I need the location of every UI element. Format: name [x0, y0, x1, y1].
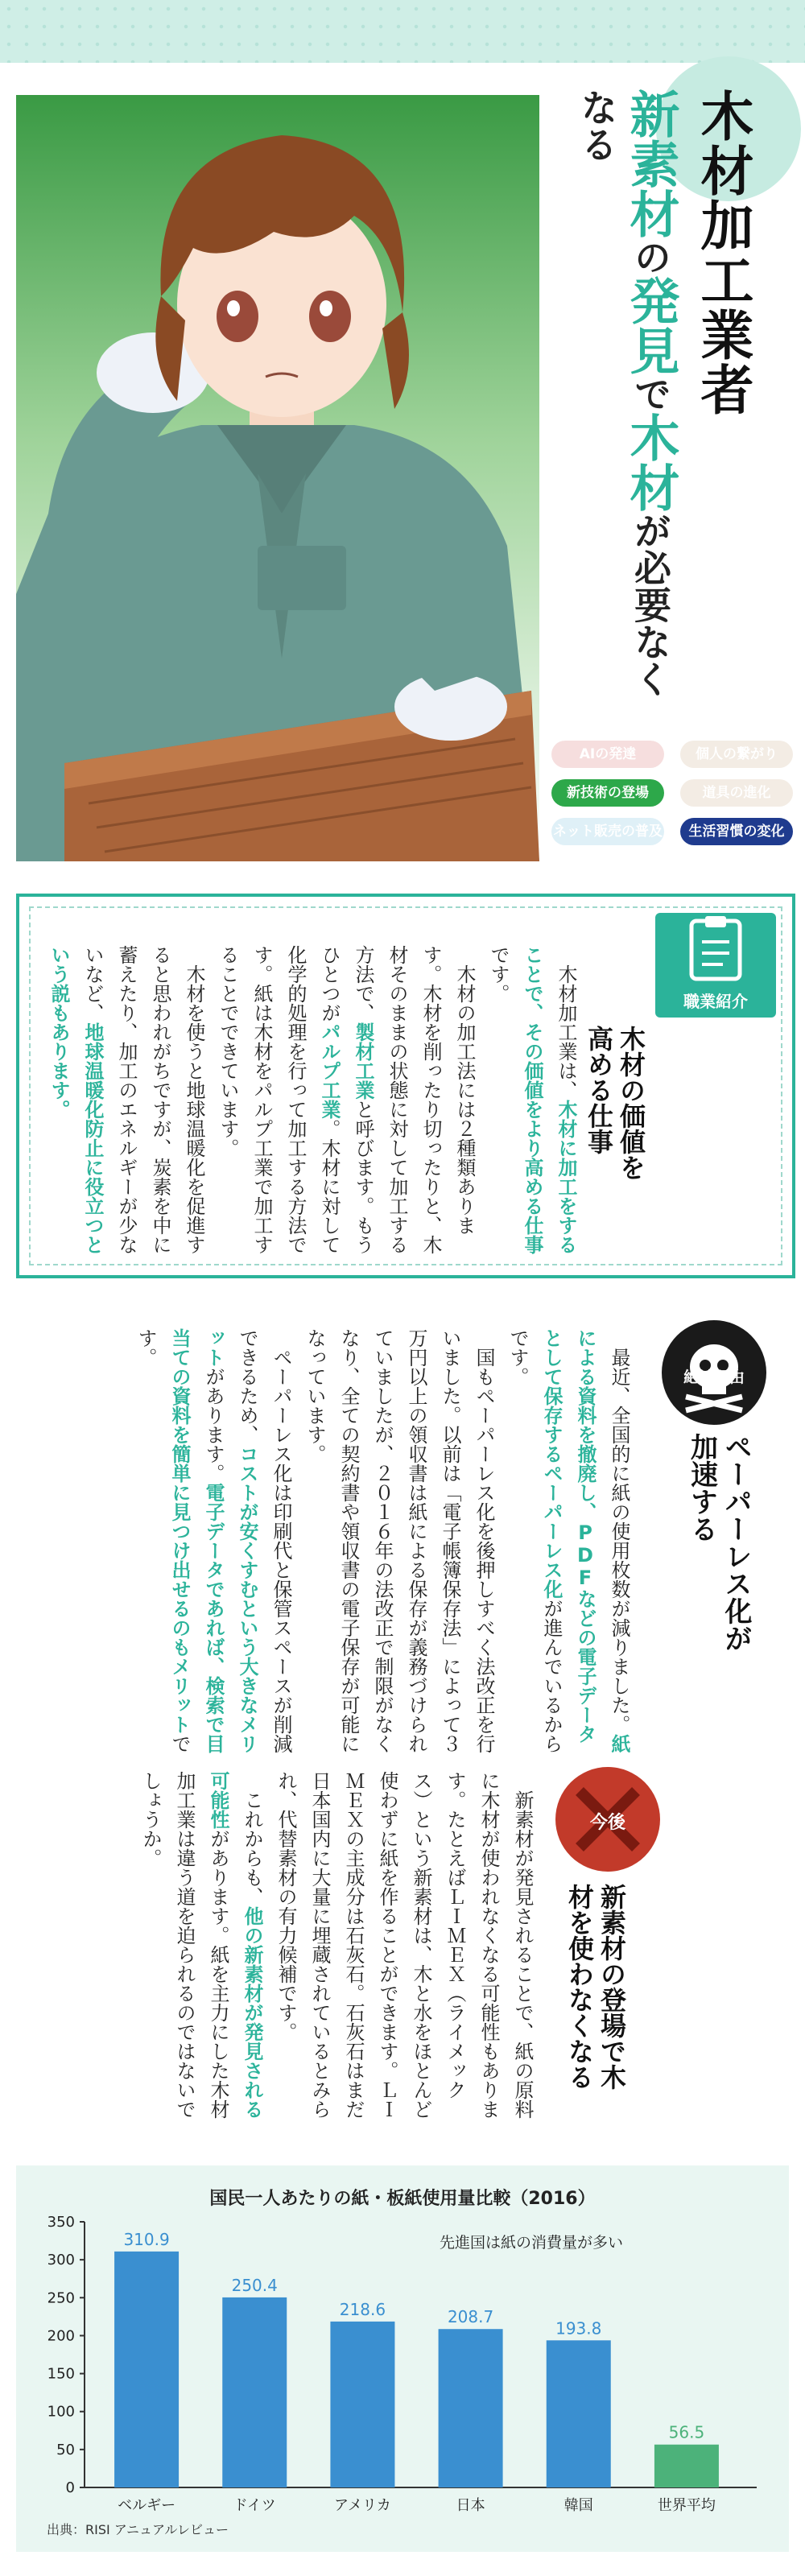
text-run: これからも、	[241, 1790, 263, 1906]
bar-value-label: 193.8	[555, 2318, 602, 2339]
x-tick-label: ベルギー	[118, 2497, 176, 2514]
category-tag: 新技術の登場	[551, 779, 664, 807]
text-run: があります。	[202, 1367, 225, 1483]
text-run: 国もペーパーレス化を後押しすべく法改正を行いました。以前は「電子帳簿保存法」によって３万円以上の領収書は紙による保存が義務づけられていましたが、２０１６年の法改正で制限がなくなり、全ての契約書や領収書の電子保存が可能になっています。	[303, 1328, 495, 1753]
category-tag: AIの発達	[551, 741, 664, 768]
page-subtitle	[573, 89, 682, 733]
category-tag: 生活習慣の変化	[680, 818, 793, 845]
text-run: コストが安くすむという大きなメリット	[202, 1328, 258, 1753]
bar	[547, 2340, 611, 2487]
worker-illustration	[16, 95, 539, 861]
bar-value-label: 250.4	[231, 2275, 278, 2295]
y-tick-label: 0	[65, 2479, 75, 2496]
x-tick-label: アメリカ	[334, 2497, 391, 2514]
paragraph	[42, 945, 211, 1259]
chart-title: 国民一人あたりの紙・板紙使用量比較（2016）	[209, 2189, 596, 2209]
y-tick-label: 250	[47, 2289, 75, 2307]
bar	[114, 2252, 179, 2487]
bar	[654, 2445, 719, 2487]
text-run: 木材の加工法には２種類あります。木材を削ったり切ったりと、木材そのままの状態に対して加工する方法で、	[352, 945, 476, 1254]
clipboard-icon	[655, 913, 776, 985]
bar-value-label: 208.7	[447, 2307, 494, 2327]
job-intro-heading: 木材の価値を 高める仕事	[584, 1026, 646, 1180]
text-run: 他の新素材が発見される可能性	[207, 1771, 263, 2119]
job-intro-box	[16, 894, 795, 1278]
worker-figure	[16, 95, 539, 861]
subtitle-part: 木材	[621, 412, 680, 512]
bar	[222, 2297, 287, 2487]
chart-plot	[16, 2198, 789, 2536]
text-run: です。	[487, 945, 510, 1003]
subtitle-part: で	[629, 375, 672, 412]
text-run: 製材工業	[352, 1022, 374, 1100]
paragraph	[269, 1771, 539, 2125]
x-tick-label: 世界平均	[657, 2497, 716, 2514]
text-run: 木材に加工をすることで、その価値をより高める仕事	[521, 945, 577, 1254]
x-tick-label: 日本	[456, 2497, 485, 2514]
text-run: 地球温暖化防止に役立つという説もあります。	[47, 945, 104, 1254]
y-tick-label: 300	[47, 2252, 75, 2269]
extinction-body	[89, 1328, 636, 1755]
extinction-heading: ペーパーレス化が 加速する	[685, 1433, 752, 1652]
job-intro-body	[47, 945, 583, 1259]
paragraph	[211, 945, 481, 1259]
text-run: ペーパーレス化は印刷代と保管スペースが削減できるため、	[236, 1328, 292, 1753]
extinction-badge	[662, 1320, 766, 1425]
category-tag: ネット販売の普及	[551, 818, 664, 845]
future-badge-label: 今後	[589, 1813, 625, 1833]
paragraph	[481, 945, 583, 1259]
x-tick-label: 韓国	[564, 2497, 593, 2514]
page-title: 木材加工業者	[691, 89, 753, 417]
text-run: が進んでいるからです。	[506, 1328, 563, 1753]
text-run: があります。紙を主力にした木材加工業は違う道を迫られるのではないでしょうか。	[139, 1771, 229, 2119]
usage-chart	[16, 2165, 789, 2552]
top-dotted-band	[0, 0, 805, 63]
future-body	[89, 1771, 539, 2125]
category-tag: 道具の進化	[680, 779, 793, 807]
text-run: と呼びます。もうひとつが	[318, 945, 374, 1254]
category-tag: 個人の繋がり	[680, 741, 793, 768]
chart-annotation: 先進国は紙の消費量が多い	[439, 2234, 624, 2252]
x-tick-label: ドイツ	[233, 2497, 276, 2514]
paragraph	[298, 1328, 501, 1755]
text-run: 紙による資料を撤廃し、PDFなどの電子データとして保存するペーパーレス化	[540, 1328, 630, 1753]
paragraph	[129, 1328, 298, 1755]
bar-value-label: 310.9	[123, 2229, 170, 2249]
y-tick-label: 50	[56, 2441, 75, 2458]
bar	[439, 2329, 503, 2487]
subtitle-part: 発見	[621, 275, 680, 375]
text-run: 電子データであれば、検索で目当ての資料を簡単に見つけ出せるのもメリット	[168, 1328, 225, 1753]
bar-value-label: 218.6	[339, 2299, 386, 2319]
y-tick-label: 350	[47, 2214, 75, 2231]
job-intro-badge-label: 職業紹介	[683, 992, 748, 1011]
text-run: 木材加工業は、	[555, 964, 577, 1100]
text-run: 木材を使うと地球温暖化を促進すると思われがちですが、炭素を中に蓄えたり、加工のエネルギーが少ないなど、	[81, 945, 205, 1254]
y-tick-label: 150	[47, 2365, 75, 2383]
bar-value-label: 56.5	[668, 2422, 705, 2442]
paragraph	[501, 1328, 636, 1755]
text-run: 新素材が発見されることで、紙の原料に木材が使われなくなる可能性もあります。たとえばＬＩＭＥＸ（ライメックス）という新素材は、木と水をほとんど使わずに紙を作ることができます。ＬＩＭＥＸの主成分は石灰石。石灰石はまだ日本国内に大量に埋蔵されているとみられ、代替素材の有力候補です。	[275, 1771, 534, 2119]
job-intro-badge	[655, 913, 776, 1018]
subtitle-part: の	[629, 238, 672, 275]
future-heading: 新素材の登場で木 材を使わなくなる	[564, 1884, 627, 2090]
text-run: 最近、全国的に紙の使用枚数が減りました。	[608, 1348, 630, 1734]
bar	[330, 2322, 394, 2487]
future-badge	[555, 1767, 660, 1872]
y-tick-label: 100	[47, 2403, 75, 2421]
paragraph	[134, 1771, 269, 2125]
extinction-badge-label: 絶滅理由	[683, 1368, 745, 1386]
text-run: です。	[134, 1328, 191, 1753]
text-run: 。木材に対して化学的処理を行って加工する方法です。紙は木材をパルプ工業で加工することでできています。	[217, 945, 341, 1254]
subtitle-part: 新素材	[621, 89, 680, 238]
text-run: パルプ工業	[318, 1022, 341, 1119]
subtitle-part: が必要なくなる	[575, 89, 672, 697]
y-tick-label: 200	[47, 2327, 75, 2345]
chart-source: 出典：RISI アニュアルレビュー	[47, 2522, 229, 2537]
